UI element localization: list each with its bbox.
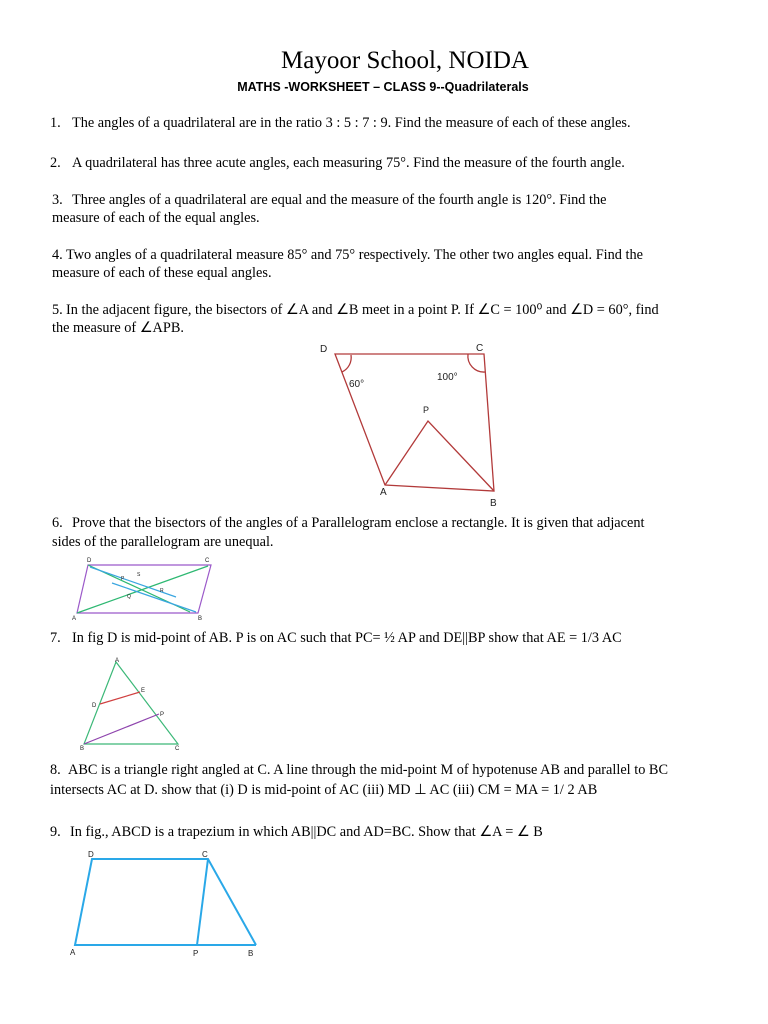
trapezium-outline [75,859,256,945]
question-3-cont: measure of each of the equal angles. [52,210,260,226]
triangle-abc [84,662,178,744]
label-p: P [423,405,430,415]
segment-bp [84,714,159,744]
question-number: 2. [50,155,61,171]
question-number: 3. [52,192,63,208]
question-text: Prove that the bisectors of the angles of a Parallelogram enclose a rectangle. It is given that adjacent [72,515,645,531]
bisector-line [77,566,208,613]
question-number: 7. [50,630,61,646]
question-text: ABC is a triangle right angled at C. A line through the mid-point M of hypotenuse AB and parallel to BC [68,762,668,778]
question-text: Three angles of a quadrilateral are equal and the measure of the fourth angle is 120°. Find the [72,192,607,208]
question-text: In fig D is mid-point of AB. P is on AC such that PC= ½ AP and DE||BP show that AE = 1/3 AC [72,630,622,646]
label-p: P [160,712,165,718]
figure-5-quadrilateral [335,354,494,491]
question-number: 4. [52,247,63,263]
label-d: D [92,703,97,709]
label-a: A [380,487,387,498]
label-c: C [202,850,208,859]
label-b: B [490,498,497,509]
label-p: P [193,949,199,958]
worksheet-subtitle: MATHS -WORKSHEET – CLASS 9--Quadrilaterals [237,80,529,94]
question-5-cont: the measure of ∠APB. [52,320,184,336]
label-c: C [205,558,210,564]
figure-7-triangle [84,662,178,744]
segment-de [100,692,140,704]
question-8-cont: intersects AC at D. show that (i) D is mid-point of AC (iii) MD ⊥ AC (iii) CM = MA = 1/ 2 AB [50,782,598,798]
label-d: D [320,344,328,355]
bisector-lines [385,421,494,491]
question-6-cont: sides of the parallelogram are unequal. [52,534,274,550]
label-q: Q [127,594,131,600]
question-number: 1. [50,115,61,131]
label-d: D [88,850,94,859]
bisector-line [112,583,196,612]
label-angle-c: 100° [437,372,458,383]
segment-cp [197,859,208,945]
label-b: B [248,949,254,958]
question-text: The angles of a quadrilateral are in the ratio 3 : 5 : 7 : 9. Find the measure of each of these angles. [72,115,631,131]
question-number: 6. [52,515,63,531]
label-s: S [137,572,141,578]
angle-d-arc [342,355,351,372]
label-p: P [121,576,125,582]
question-number: 5. [52,302,63,318]
label-b: B [198,616,203,622]
question-number: 8. [50,762,61,778]
label-r: R [160,588,164,594]
figure-9-trapezium [75,859,256,945]
school-title: Mayoor School, NOIDA [281,47,529,74]
label-a: A [70,948,76,957]
label-b: B [80,746,85,752]
question-4-cont: measure of each of these equal angles. [52,265,272,281]
label-a: A [72,616,77,622]
label-c: C [476,343,484,354]
question-number: 9. [50,824,61,840]
figure-6-parallelogram [77,565,211,613]
question-text: In fig., ABCD is a trapezium in which AB||DC and AD=BC. Show that ∠A = ∠ B [70,824,543,840]
question-text: Two angles of a quadrilateral measure 85° and 75° respectively. The other two angles equal. Find the [66,247,643,263]
question-text: A quadrilateral has three acute angles, each measuring 75°. Find the measure of the fourth angle. [72,155,625,171]
question-text: In the adjacent figure, the bisectors of ∠A and ∠B meet in a point P. If ∠C = 100⁰ and ∠D = 60°, find [66,302,659,318]
quadrilateral-abcd [335,354,494,491]
angle-c-arc [468,354,485,372]
label-e: E [141,688,146,694]
label-a: A [115,658,120,664]
label-d: D [87,558,92,564]
label-angle-d: 60° [349,379,365,390]
label-c: C [175,746,180,752]
